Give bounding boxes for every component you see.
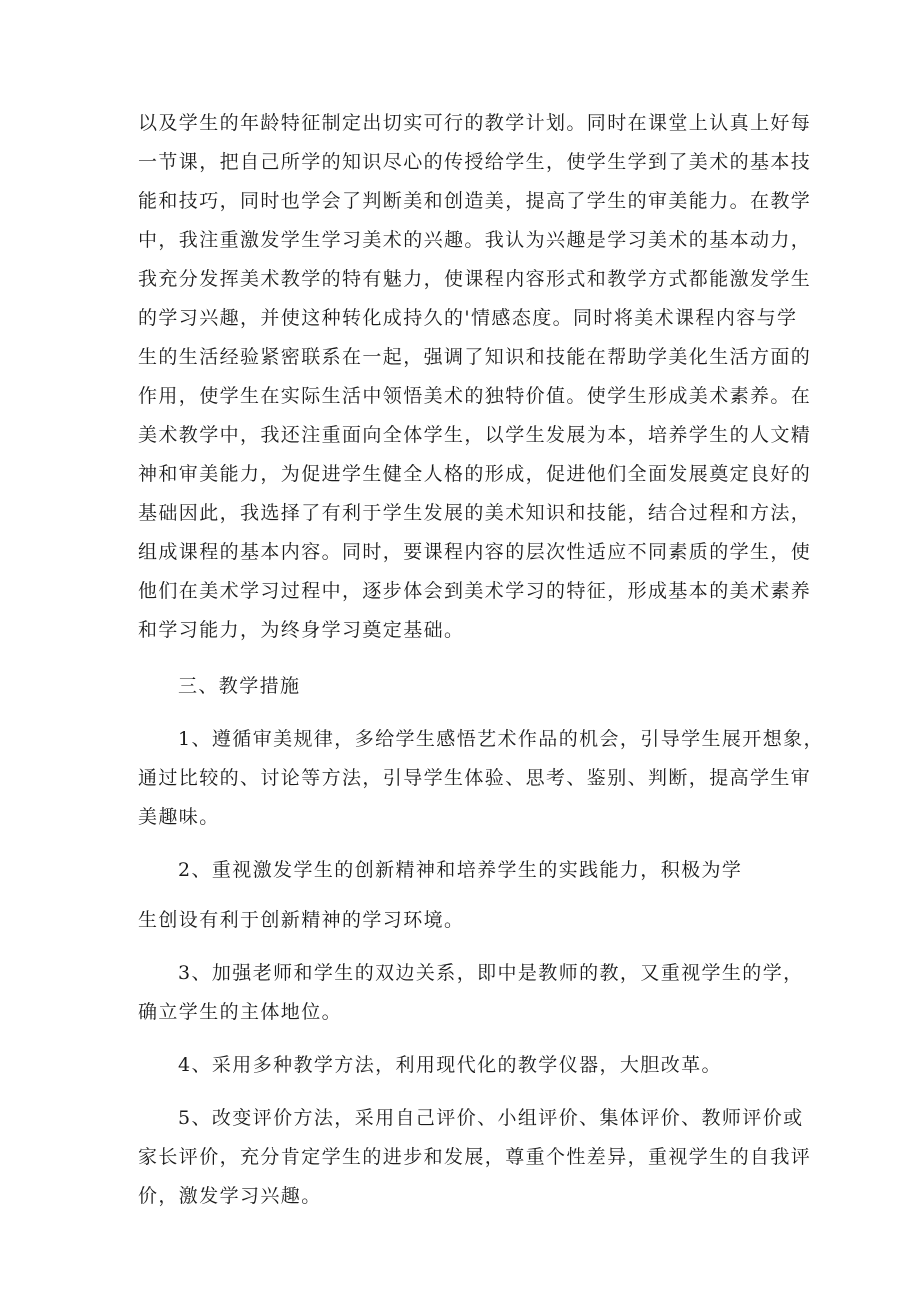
list-item-line: 5、改变评价方法，采用自己评价、小组评价、集体评价、教师评价或: [178, 1107, 804, 1129]
list-item-line: 确立学生的主体地位。: [138, 1001, 343, 1023]
section-heading: 三、教学措施: [178, 675, 301, 697]
paragraph-line: 他们在美术学习过程中，逐步体会到美术学习的特征，形成基本的美术素养: [138, 580, 812, 602]
paragraph-line: 的学习兴趣，并使这种转化成持久的'情感态度。同时将美术课程内容与学: [138, 307, 798, 329]
paragraph-line: 作用，使学生在实际生活中领悟美术的独特价值。使学生形成美术素养。在: [138, 385, 812, 407]
paragraph-line: 组成课程的基本内容。同时，要课程内容的层次性适应不同素质的学生，使: [138, 541, 812, 563]
list-item-line: 生创设有利于创新精神的学习环境。: [138, 909, 465, 931]
list-item-line: 3、加强老师和学生的双边关系，即中是教师的教，又重视学生的学，: [178, 962, 804, 984]
list-item-line: 通过比较的、讨论等方法，引导学生体验、思考、鉴别、判断，提高学生审: [138, 767, 812, 789]
paragraph-line: 美术教学中，我还注重面向全体学生，以学生发展为本，培养学生的人文精: [138, 424, 812, 446]
paragraph-line: 能和技巧，同时也学会了判断美和创造美，提高了学生的审美能力。在教学: [138, 190, 812, 212]
paragraph-line: 和学习能力，为终身学习奠定基础。: [138, 619, 465, 641]
paragraph-line: 生的生活经验紧密联系在一起，强调了知识和技能在帮助学美化生活方面的: [138, 346, 812, 368]
paragraph-line: 神和审美能力，为促进学生健全人格的形成，促进他们全面发展奠定良好的: [138, 463, 812, 485]
list-item-line: 家长评价，充分肯定学生的进步和发展，尊重个性差异，重视学生的自我评: [138, 1146, 812, 1168]
list-item-line: 4、采用多种教学方法，利用现代化的教学仪器，大胆改革。: [178, 1054, 722, 1076]
list-item-line: 价，激发学习兴趣。: [138, 1185, 322, 1207]
paragraph-line: 一节课，把自己所学的知识尽心的传授给学生，使学生学到了美术的基本技: [138, 151, 812, 173]
paragraph-line: 以及学生的年龄特征制定出切实可行的教学计划。同时在课堂上认真上好每: [138, 112, 812, 134]
list-item-line: 2、重视激发学生的创新精神和培养学生的实践能力，积极为学: [178, 859, 743, 881]
paragraph-line: 中，我注重激发学生学习美术的兴趣。我认为兴趣是学习美术的基本动力，: [138, 229, 812, 251]
paragraph-line: 基础因此，我选择了有利于学生发展的美术知识和技能，结合过程和方法，: [138, 502, 812, 524]
list-item-line: 1、遵循审美规律，多给学生感悟艺术作品的机会，引导学生展开想象，: [178, 728, 824, 750]
list-item-line: 美趣味。: [138, 806, 220, 828]
paragraph-line: 我充分发挥美术教学的特有魅力，使课程内容形式和教学方式都能激发学生: [138, 268, 812, 290]
